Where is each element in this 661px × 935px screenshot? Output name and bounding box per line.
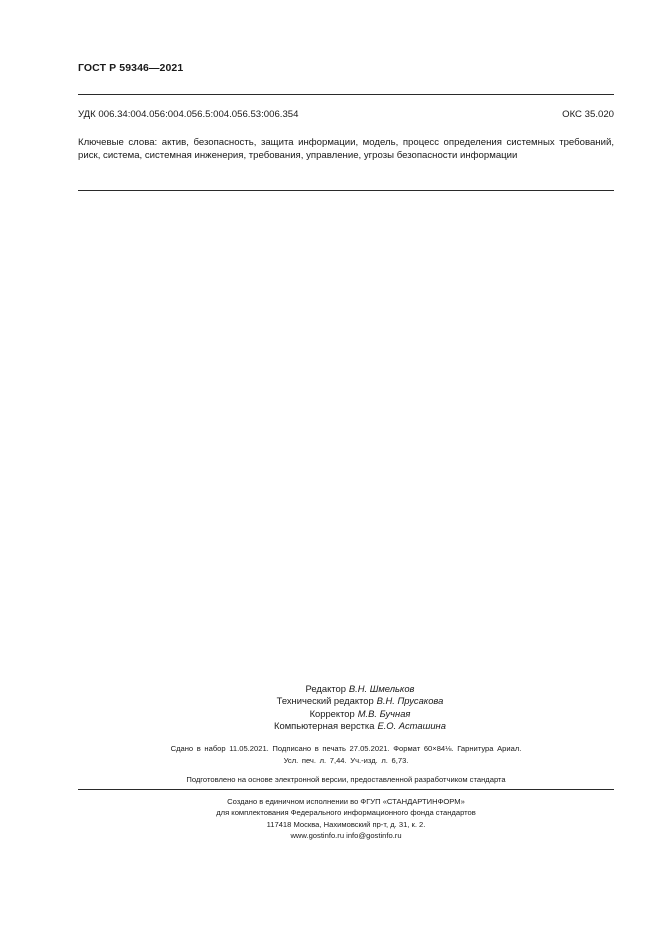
top-divider [78,94,614,95]
credit-tech-editor [200,695,520,707]
udk-code: УДК 006.34:004.056:004.056.5:004.056.53:006.354 [78,109,299,120]
credit-role: Редактор [305,683,346,694]
credit-name: В.Н. Прусакова [376,695,444,707]
keywords-divider [78,190,614,191]
credit-name: М.В. Бучная [357,707,411,719]
prepared-note: Подготовлено на основе электронной версии, предоставленной разработчиком стандарта [186,775,506,784]
standard-code: ГОСТ Р 59346—2021 [78,62,184,74]
publication-details: Сдано в набор 11.05.2021. Подписано в печать 27.05.2021. Формат 60×84⅛. Гарнитура Ариал. [170,744,522,753]
footer-line: 117418 Москва, Нахимовский пр-т, д. 31, к. 2. [266,819,426,829]
footer-line: Создано в единичном исполнении во ФГУП «СТАНДАРТИНФОРМ» [227,797,465,806]
publisher-footer [78,796,614,842]
footer-divider [78,789,614,790]
credit-corrector [200,708,520,720]
credit-editor [200,683,520,695]
credit-role: Компьютерная верстка [274,720,375,732]
credit-layout [200,720,520,732]
credit-name: В.Н. Шмельков [348,683,415,694]
keywords-paragraph: Ключевые слова: актив, безопасность, защита информации, модель, процесс определения системных требований, риск, система, системная инженерия, требования, управление, угрозы безопасности информации [78,137,614,161]
credit-role: Технический редактор [276,695,374,707]
footer-line: для комплектования Федерального информационного фонда стандартов [216,808,476,818]
footer-contacts: www.gostinfo.ru info@gostinfo.ru [290,831,402,841]
print-sheets: Усл. печ. л. 7,44. Уч.-изд. л. 6,73. [283,756,409,765]
credit-name: Е.О. Асташина [377,720,446,732]
credit-role: Корректор [309,707,355,719]
credits-block [200,683,520,733]
oks-code: ОКС 35.020 [562,109,614,120]
